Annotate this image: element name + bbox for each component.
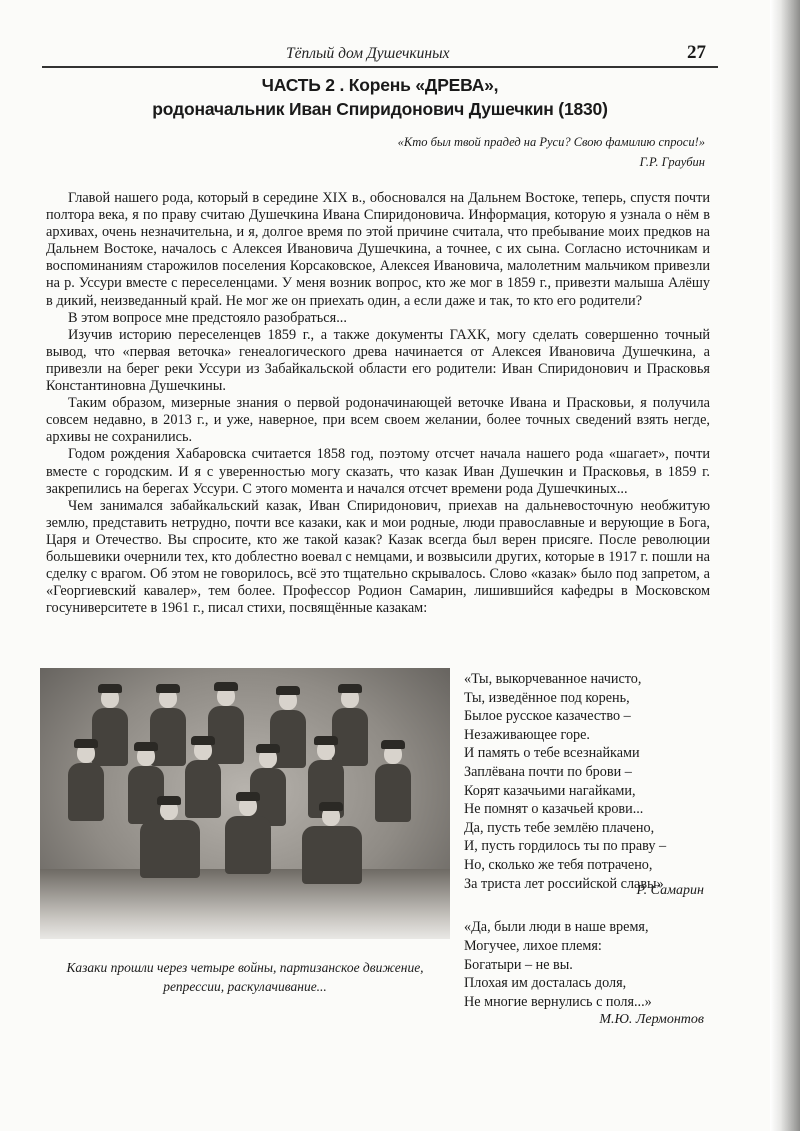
body-text [46,190,710,617]
epigraph [398,132,705,172]
poem-line: «Ты, выкорчеванное начисто, [464,671,642,687]
epigraph-quote: «Кто был твой прадед на Руси? Свою фамилию спроси!» [397,135,705,149]
paragraph: В этом вопросе мне предстояло разобраться... [68,309,347,326]
photo-floor-rug [40,869,450,939]
chapter-title-line-1: ЧАСТЬ 2 . Корень «ДРЕВА», [261,75,499,95]
photo-caption-line-1: Казаки прошли через четыре войны, партизанское движение, [66,960,424,975]
paragraph: Таким образом, мизерные знания о первой родоначинающей веточке Ивана и Прасковьи, я получила совсем недавно, в 2013 г., и уже, наверное, при всем своем желании, более точных сведений взять негде, архивы не сохранились. [46,395,710,446]
poem-line: Но, сколько же тебя потрачено, [464,856,653,873]
chapter-title [42,73,718,121]
poem-line: Не многие вернулись с поля...» [464,994,652,1011]
poem-line: И память о тебе всезнайками [464,745,640,762]
poem-lermontov-author: М.Ю. Лермонтов [599,1012,704,1027]
poem-samarin-author: Р. Самарин [636,883,704,898]
poem-line: Ты, изведённое под корень, [464,689,630,706]
poem-line: Не помнят о казачьей крови... [464,801,644,818]
photo-figure [375,744,411,822]
paragraph: Изучив историю переселенцев 1859 г., а также документы ГАХК, могу сделать совершенно точный вывод, что «первая веточка» генеалогического древа начинается от Алексея Ивановича Душечкина, а привезли на берег реки Уссури из Забайкальской области его родители: Иван Спиридонович и Прасковья Константиновна Душечкины. [46,326,710,395]
poem-line: Могучее, лихое племя: [464,937,602,954]
poem-line: Незаживающее горе. [464,726,590,743]
poem-samarin [464,670,714,893]
photo-caption [40,958,450,996]
photo-figure [302,806,362,884]
poem-line: Богатыри – не вы. [464,956,573,973]
poem-line: Да, пусть тебе землёю плачено, [464,819,655,836]
poem-line: «Да, были люди в наше время, [464,919,649,935]
poem-line: И, пусть гордилось ты по праву – [464,838,667,855]
photo-figure [225,796,271,874]
poem-line: За триста лет российской славы» [464,875,664,892]
chapter-title-line-2: родоначальник Иван Спиридонович Душечкин (1830) [152,99,608,119]
paragraph: Главой нашего рода, который в середине XIX в., обосновался на Дальнем Востоке, теперь, спустя почти полтора века, я по праву считаю Душечкина Ивана Спиридоновича. Информация, которую я узнала о нём в архивах, очень незначительна, и я, долгое время по этой причине считала, что пребывание моих предков на Дальнем Востоке, началось с Алексея Ивановича Душечкина, а точнее, с их сына. Согласно источникам и воспоминаниям старожилов поселения Корсаковское, Алексея Ивановича, малолетним мальчиком привезли на р. Уссури вместе с переселенцами. У меня возник вопрос, кто же мог в 1859 г., привезти малыша Алёшу в дикий, неизведанный край. Не мог же он приехать один, а если даже и так, то кто его родители? [46,190,710,309]
poem-line: Плохая им досталась доля, [464,975,627,992]
photo-caption-line-2: репрессии, раскулачивание... [163,979,327,994]
cossacks-group-photo [40,668,450,939]
poem-line: Заплёвана почти по брови – [464,763,632,780]
page-binding-shadow [770,0,800,1131]
running-header [42,44,718,66]
paragraph: Годом рождения Хабаровска считается 1858 год, поэтому отсчет начала нашего рода «шагает», почти вместе с городским. И я с уверенностью могу сказать, что казак Иван Душечкин и Прасковья, в 1859 г. закрепились на берегах Уссури. С этого момента и начался отсчет времени рода Душечкиных... [46,446,710,497]
poem-line: Былое русское казачество – [464,708,631,725]
poem-lermontov [464,918,714,1012]
poem-line: Корят казачьими нагайками, [464,782,636,799]
epigraph-author: Г.Р. Граубин [639,155,705,169]
photo-figure [140,800,200,878]
header-divider [42,66,718,68]
running-header-title: Тёплый дом Душечкиных [286,45,450,62]
photo-figure [68,743,104,821]
paragraph: Чем занимался забайкальский казак, Иван Спиридонович, приехав на дальневосточную необжитую землю, представить нетрудно, почти все казаки, как и мои родные, люди православные и верующие в Бога, Царя и Отечество. Вы спросите, кто же такой казак? Казак всегда был верен присяге. После революции большевики очернили тех, кто доблестно воевал с немцами, и возвысили других, которые в 1917 г. пошли на сделку с врагом. Об этом не говорилось, всё это тщательно скрывалось. Слово «казак» было под запретом, а «Георгиевский кавалер», тем более. Профессор Родион Самарин, лишившийся кафедры в Московском госуниверситете в 1961 г., писал стихи, посвящённые казакам: [46,497,710,617]
page-number: 27 [687,42,706,63]
